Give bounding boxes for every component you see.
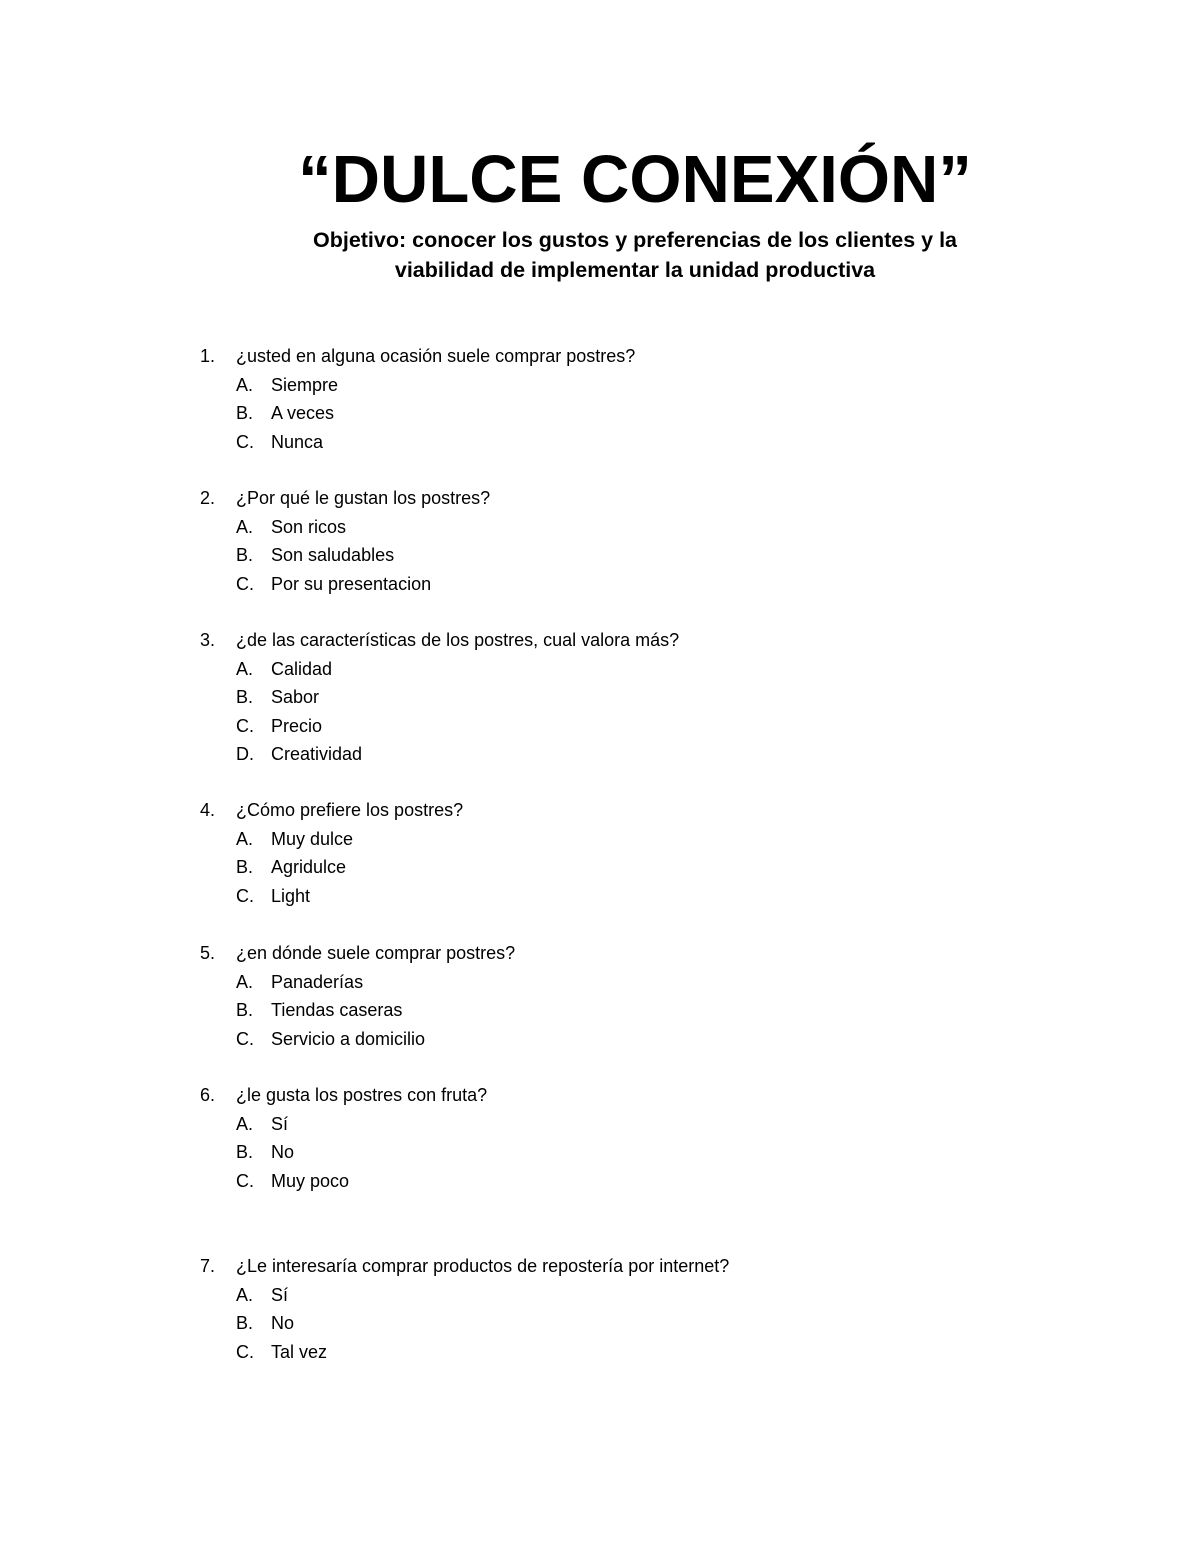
option-letter: B. xyxy=(236,687,254,707)
option-text: Nunca xyxy=(271,431,324,452)
option-letter: B. xyxy=(236,1313,254,1333)
option-text: Tal vez xyxy=(271,1341,328,1362)
option-letter: A. xyxy=(236,374,254,395)
option-text: Muy poco xyxy=(271,1170,350,1191)
document-title: “DULCE CONEXIÓN” xyxy=(298,142,972,217)
option-text: Son saludables xyxy=(271,545,395,565)
option-letter: A. xyxy=(236,1113,254,1134)
option-letter: C. xyxy=(236,885,254,906)
option-text: Creatividad xyxy=(271,744,363,764)
question-number: 4. xyxy=(200,800,216,820)
option-letter: A. xyxy=(236,516,254,537)
option-text: Precio xyxy=(271,715,323,736)
option-letter: B. xyxy=(236,857,254,877)
option-letter: C. xyxy=(236,715,254,736)
option-text: Tiendas caseras xyxy=(271,1000,403,1020)
option-letter: D. xyxy=(236,744,254,764)
question-text: ¿Por qué le gustan los postres? xyxy=(236,488,491,508)
option-text: Sabor xyxy=(271,687,320,707)
question-number: 5. xyxy=(200,943,216,963)
question-number: 7. xyxy=(200,1256,216,1276)
question-text: ¿en dónde suele comprar postres? xyxy=(236,943,516,963)
question-text: ¿Le interesaría comprar productos de repostería por internet? xyxy=(236,1256,730,1276)
option-text: Panaderías xyxy=(271,971,364,992)
option-letter: C. xyxy=(236,573,254,594)
option-letter: B. xyxy=(236,1000,254,1020)
option-letter: C. xyxy=(236,1028,254,1049)
question-text: ¿usted en alguna ocasión suele comprar postres? xyxy=(236,346,636,366)
objective-line-1: Objetivo: conocer los gustos y preferencias de los clientes y la xyxy=(312,228,958,252)
option-text: Servicio a domicilio xyxy=(271,1028,426,1049)
option-letter: A. xyxy=(236,971,254,992)
option-letter: C. xyxy=(236,1341,254,1362)
question-text: ¿le gusta los postres con fruta? xyxy=(236,1085,488,1105)
question-number: 3. xyxy=(200,630,216,650)
question-number: 6. xyxy=(200,1085,216,1105)
option-letter: C. xyxy=(236,431,254,452)
question-number: 1. xyxy=(200,346,216,366)
question-text: ¿Cómo prefiere los postres? xyxy=(236,800,464,820)
question-text: ¿de las características de los postres, cual valora más? xyxy=(236,630,680,650)
option-text: Por su presentacion xyxy=(271,573,432,594)
objective-line-2: viabilidad de implementar la unidad productiva xyxy=(394,258,876,282)
question-number: 2. xyxy=(200,488,216,508)
option-text: No xyxy=(271,1142,295,1162)
option-text: Sí xyxy=(271,1113,289,1134)
option-letter: B. xyxy=(236,403,254,423)
option-letter: B. xyxy=(236,1142,254,1162)
option-text: Light xyxy=(271,885,311,906)
option-text: No xyxy=(271,1313,295,1333)
option-letter: B. xyxy=(236,545,254,565)
option-letter: C. xyxy=(236,1170,254,1191)
option-text: Sí xyxy=(271,1284,289,1305)
option-text: Muy dulce xyxy=(271,828,354,849)
option-text: A veces xyxy=(271,403,335,423)
option-text: Siempre xyxy=(271,374,339,395)
option-letter: A. xyxy=(236,828,254,849)
option-letter: A. xyxy=(236,658,254,679)
option-text: Son ricos xyxy=(271,516,347,537)
objective-text xyxy=(200,225,1070,285)
option-letter: A. xyxy=(236,1284,254,1305)
option-text: Calidad xyxy=(271,658,333,679)
option-text: Agridulce xyxy=(271,857,347,877)
